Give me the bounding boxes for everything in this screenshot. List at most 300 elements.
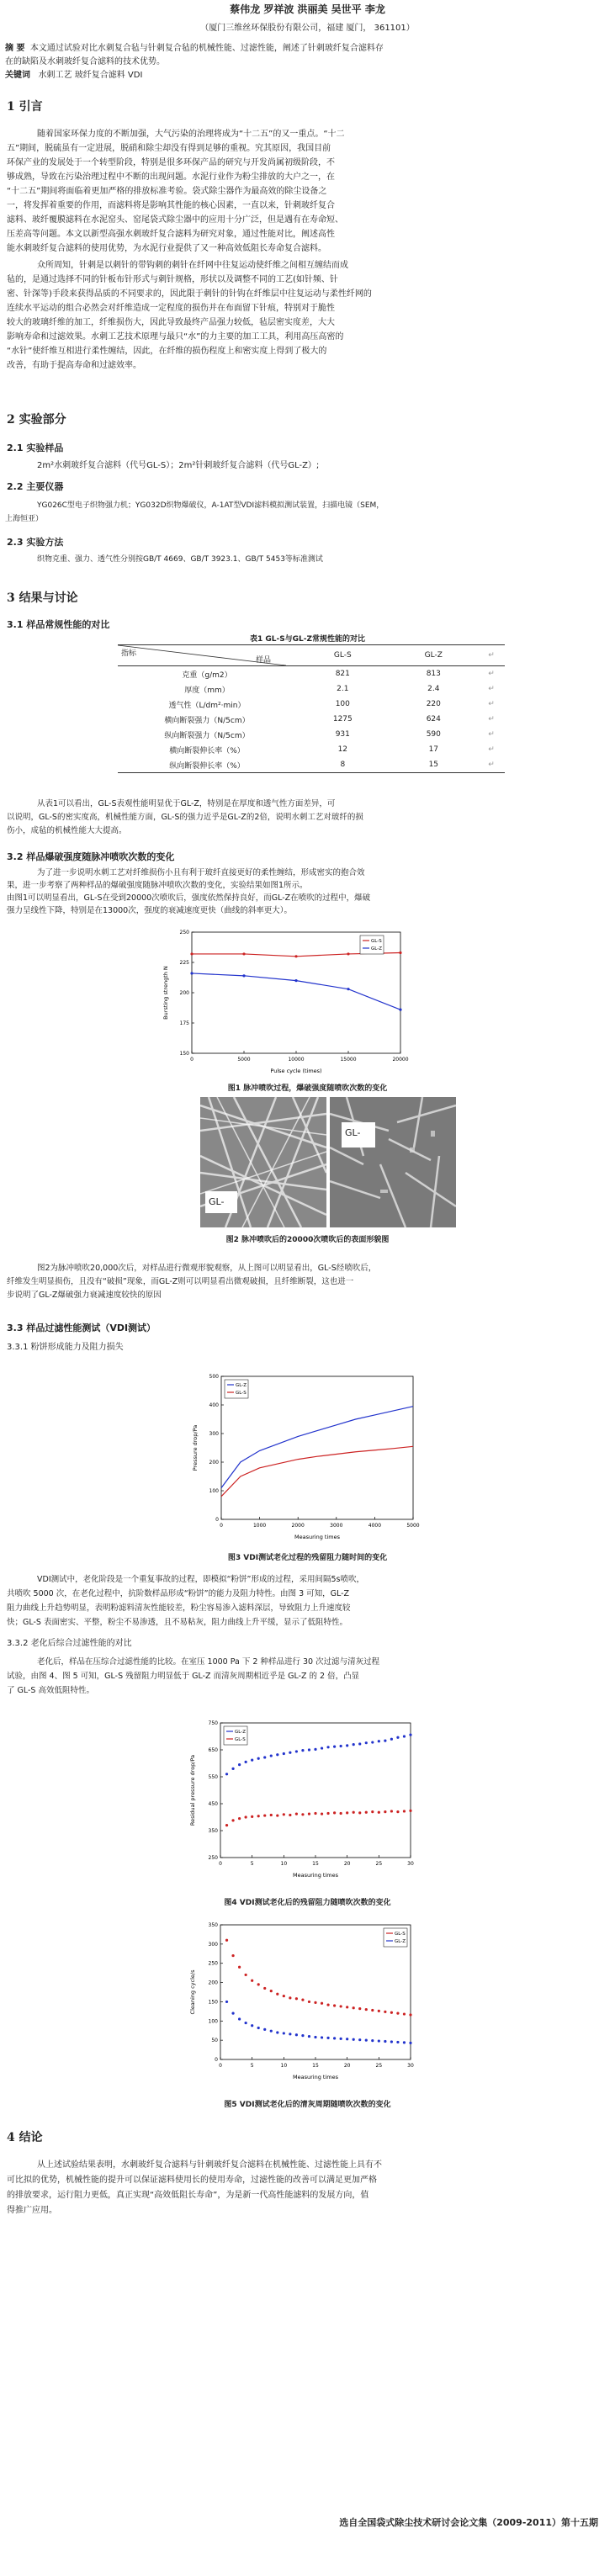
x-tick-label: 5: [250, 1861, 254, 1867]
table-row: [118, 712, 505, 727]
legend-label: GL-S: [371, 939, 382, 944]
sec1p2-line: 较大的玻璃纤维的加工，纤维损伤大，因此导致最终产品强力较低，毡层密实度差，大大: [7, 318, 335, 327]
data-point-gl-s: [245, 1815, 247, 1818]
data-point-gl-s: [314, 2001, 316, 2004]
y-tick-label: 150: [179, 1051, 189, 1057]
section-2-2-line-2: 上海恒亚）: [5, 515, 44, 523]
y-tick-label: 350: [208, 1922, 218, 1928]
section-2-title: 2 实验部分: [7, 413, 66, 427]
x-tick-label: 10000: [288, 1057, 305, 1063]
sec4text-line: 的排放要求，运行阻力更低，真正实现“高效低阻长寿命”，为是新一代高性能滤料的发展方向，值: [7, 2191, 369, 2200]
section-3-3-2-title: 3.3.2 老化后综合过滤性能的对比: [7, 1639, 132, 1648]
data-point-gl-z: [190, 972, 193, 974]
table-cell-index: 克重（g/m2）: [182, 671, 232, 680]
y-tick-label: 300: [208, 1941, 218, 1948]
sec1p1-line: 压差高等问题。本文以新型高强水刺玻纤复合滤料为研究对象，通过性能对比，阐述高性: [7, 230, 335, 239]
header-col-gls: GL-S: [296, 645, 390, 666]
y-tick-label: 0: [215, 1517, 219, 1523]
s331text-line: 阻力曲线上升趋势明显，表明粉滤料清灰性能较差，粉尘容易渗入滤料深层，导致阻力上升速度较: [7, 1603, 351, 1613]
y-tick-label: 175: [179, 1020, 189, 1026]
data-point-gl-s: [409, 1810, 411, 1812]
x-tick-label: 0: [190, 1057, 194, 1063]
figure-5-caption: 图5 VDI测试老化后的清灰周期随喷吹次数的变化: [224, 2101, 391, 2109]
data-point-gl-s: [321, 2002, 323, 2005]
legend-label: GL-S: [395, 1932, 406, 1937]
data-point-gl-s: [301, 1999, 304, 2001]
data-point-gl-z: [378, 2039, 380, 2042]
data-point-gl-z: [251, 1759, 253, 1762]
row-mark: ↵: [478, 757, 505, 773]
sec1p1-line: 环保产业的发展处于一个转型阶段，特别是很多环保产品的研究与开发尚属初级阶段，不: [7, 158, 335, 167]
y-tick-label: 100: [208, 2018, 218, 2025]
data-point-gl-z: [365, 1741, 368, 1744]
header-sample-label: 样品: [255, 656, 271, 665]
data-point-gl-s: [238, 1817, 241, 1820]
table-row: [118, 681, 505, 697]
figure-4-chart: [187, 1711, 422, 1879]
data-point-gl-z: [270, 1754, 273, 1757]
table-cell-gls: 100: [335, 700, 350, 708]
x-axis-label: Pulse cycle (times): [270, 1068, 322, 1074]
figure-3-chart: [189, 1365, 425, 1541]
data-point-gl-z: [242, 974, 245, 977]
y-tick-label: 450: [208, 1801, 218, 1807]
data-point-gl-s: [378, 2010, 380, 2012]
table-row: [118, 666, 505, 682]
data-point-gl-s: [314, 1812, 316, 1815]
data-point-gl-z: [409, 1733, 411, 1736]
data-point-gl-z: [390, 1738, 393, 1741]
x-axis-label: Measuring times: [294, 1534, 340, 1540]
s332text-line: 老化后，样品在压综合过滤性能的比较。在室压 1000 Pa 下 2 种样品进行 30 次过滤与清灰过程: [37, 1657, 380, 1667]
data-point-gl-s: [251, 1815, 253, 1818]
data-point-gl-s: [276, 1993, 278, 1996]
data-point-gl-s: [295, 1997, 298, 2000]
plot-area: [220, 1723, 411, 1858]
data-point-gl-s: [378, 1811, 380, 1814]
data-point-gl-z: [347, 988, 349, 990]
data-point-gl-s: [321, 1813, 323, 1815]
data-point-gl-s: [295, 1813, 298, 1815]
data-point-gl-z: [390, 2040, 393, 2043]
s32text-line: 果，进一步考察了两种样品的爆破强度随脉冲喷吹次数的变化，实验结果如图1所示。: [7, 881, 308, 890]
data-point-gl-s: [326, 2003, 329, 2006]
data-point-gl-z: [321, 1746, 323, 1749]
data-point-gl-s: [190, 952, 193, 955]
data-point-gl-z: [308, 1748, 310, 1751]
data-point-gl-z: [263, 2028, 266, 2031]
data-point-gl-z: [403, 1735, 406, 1737]
table-cell-gls: 1275: [332, 715, 353, 724]
table-cell-gls: 2.1: [337, 685, 349, 693]
table-cell-gls: 12: [337, 745, 348, 754]
data-point-gl-z: [231, 2012, 234, 2015]
data-point-gl-z: [353, 2038, 355, 2041]
figure-2-caption: 图2 脉冲喷吹后的20000次喷吹后的表面形貌图: [225, 1236, 390, 1244]
sem-fibers-gls-image: [200, 1097, 326, 1227]
table-cell-glz: 2.4: [427, 685, 440, 693]
data-point-gl-s: [346, 2006, 348, 2008]
sec1p2-line: 众所周知，针刺是以刺针的带钩刺的刺针在纤网中往复运动使纤维之间相互缠结而成: [37, 261, 348, 270]
row-mark: ↵: [488, 715, 495, 724]
row-mark: ↵: [488, 745, 495, 754]
data-point-gl-z: [346, 2038, 348, 2040]
table-cell-glz: 15: [390, 757, 478, 773]
data-point-gl-z: [308, 2035, 310, 2038]
x-tick-label: 20: [343, 2063, 351, 2069]
table-cell-index: 厚度（mm）: [184, 686, 230, 695]
y-axis-label: Cleaning cycle/s: [189, 1969, 196, 2015]
x-tick-label: 0: [219, 1861, 222, 1867]
data-point-gl-s: [384, 2011, 386, 2013]
data-point-gl-s: [403, 1810, 406, 1812]
s32text2-line: 步说明了GL-Z爆破强力衰减速度较快的原因: [7, 1291, 162, 1300]
data-point-gl-s: [333, 2004, 336, 2006]
sem-label-glz: GL-: [345, 1127, 361, 1138]
sec1p1-line: 滤料、玻纤覆膜滤料在水泥窑头、窑尾袋式除尘器中的应用十分广泛，但是遇有在寿命短、: [7, 215, 343, 225]
data-point-gl-s: [358, 1811, 361, 1814]
table-row: [118, 757, 505, 773]
data-point-gl-z: [358, 2038, 361, 2041]
row-mark: ↵: [488, 685, 495, 693]
data-point-gl-s: [333, 1811, 336, 1814]
header-index-label: 指标: [121, 649, 137, 658]
data-point-gl-z: [399, 1009, 401, 1011]
data-point-gl-s: [353, 2006, 355, 2009]
sec1p1-line: 够成熟，导致在污染治理过程中不断的出现问题。水泥行业作为粉尘排放的大户之一，在: [7, 172, 335, 182]
data-point-gl-z: [270, 2030, 273, 2033]
data-point-gl-z: [314, 2036, 316, 2038]
table-cell-glz: 624: [426, 715, 441, 724]
data-point-gl-z: [365, 2039, 368, 2042]
data-point-gl-z: [263, 1756, 266, 1758]
y-tick-label: 500: [209, 1374, 219, 1380]
sec1p1-line: “十二五”期间将面临着更加严格的排放标准考验。袋式除尘器作为最高效的除尘设备之: [7, 187, 327, 196]
data-point-gl-s: [270, 1990, 273, 1992]
s31text-line: 以说明，GL-S的密实度高，机械性能方面，GL-S的强力近乎是GL-Z的2倍，说明水刺工艺对玻纤的损: [7, 813, 363, 822]
data-point-gl-s: [225, 1824, 228, 1826]
data-point-gl-s: [301, 1813, 304, 1815]
sec1p1-line: 能水刺玻纤复合滤料的使用优势，为水泥行业提供了又一种高效低阻长寿命复合滤料。: [7, 244, 326, 253]
data-point-gl-s: [347, 952, 349, 955]
data-point-gl-z: [384, 1740, 386, 1742]
section-2-2-title: 2.2 主要仪器: [7, 481, 64, 492]
x-tick-label: 0: [219, 2063, 222, 2069]
figure-5-chart: [187, 1913, 422, 2081]
data-point-gl-s: [245, 1974, 247, 1976]
table-1: [118, 644, 505, 773]
footer-source: 选自全国袋式除尘技术研讨会论文集（2009-2011）第十五期: [339, 2517, 598, 2528]
x-tick-label: 20: [343, 1861, 351, 1867]
data-point-gl-s: [276, 1814, 278, 1816]
data-point-gl-z: [314, 1748, 316, 1751]
data-point-gl-s: [371, 1810, 374, 1813]
data-point-gl-s: [263, 1987, 266, 1990]
data-point-gl-s: [371, 2009, 374, 2012]
s32text-line: 由图1可以明显看出，GL-S在受到20000次喷吹后，强度依然保持良好，而GL-Z在喷吹的过程中，爆破: [7, 893, 371, 903]
figure-1-chart: [160, 924, 412, 1075]
data-point-gl-s: [353, 1811, 355, 1814]
data-point-gl-z: [346, 1744, 348, 1746]
data-point-gl-z: [231, 1768, 234, 1770]
s31text-line: 从表1可以看出，GL-S表观性能明显优于GL-Z，特别是在厚度和透气性方面差异，可: [37, 799, 336, 808]
s32text-line: 强力呈线性下降，特别是在13000次，强度的衰减速度更快（曲线的斜率更大）。: [7, 906, 292, 915]
section-3-3-1-title: 3.3.1 粉饼形成能力及阻力损失: [7, 1343, 124, 1352]
x-tick-label: 5000: [237, 1057, 251, 1063]
data-point-gl-z: [301, 1749, 304, 1752]
data-point-gl-s: [365, 2008, 368, 2011]
y-tick-label: 750: [208, 1720, 218, 1726]
data-point-gl-z: [283, 1752, 285, 1755]
data-point-gl-z: [295, 2033, 298, 2036]
data-point-gl-z: [396, 1736, 399, 1739]
x-tick-label: 15: [312, 2063, 319, 2069]
figure-4: [187, 1711, 422, 1879]
s331text-line: 共喷吹 5000 次，在老化过程中，抗阶数样品形成“粉饼”的能力及阻力特性。由图 3 可知，GL-Z: [7, 1589, 350, 1598]
row-mark: ↵: [488, 700, 495, 708]
x-tick-label: 3000: [330, 1523, 343, 1529]
data-point-gl-z: [225, 1773, 228, 1775]
sec1p2-line: 影响寿命和过滤效果。水刺工艺技术原理与最只“水”的力主要的加工工具，利用高压高密的: [7, 332, 344, 342]
data-point-gl-s: [340, 1812, 342, 1815]
table-cell-index: 横向断裂强力（N/5cm）: [164, 716, 250, 725]
figure-3: [189, 1365, 425, 1541]
section-2-3-text: 织物克重、强力、透气性分别按GB/T 4669、GB/T 3923.1、GB/T 5453等标准测试: [37, 555, 323, 564]
data-point-gl-s: [384, 1810, 386, 1813]
data-point-gl-s: [346, 1811, 348, 1814]
s331text-line: VDI测试中，老化阶段是一个重复事故的过程，即模拟“粉饼”形成的过程，采用间隔5s喷吹，: [37, 1575, 364, 1584]
x-tick-label: 2000: [291, 1523, 305, 1529]
x-tick-label: 20000: [392, 1057, 409, 1063]
data-point-gl-z: [276, 2031, 278, 2033]
y-tick-label: 350: [208, 1828, 218, 1834]
data-point-gl-z: [225, 2001, 228, 2003]
y-tick-label: 225: [179, 960, 189, 966]
affiliation: （厦门三维丝环保股份有限公司，福建 厦门， 361101）: [200, 24, 415, 33]
data-point-gl-z: [333, 2037, 336, 2039]
figure-1: [160, 924, 412, 1075]
table-1-body: [118, 666, 505, 773]
y-tick-label: 650: [208, 1747, 218, 1753]
plot-area: [221, 1376, 413, 1519]
section-2-2-line-1: YG026C型电子织物强力机；YG032D织物爆破仪，A-1AT型VDI滤料模拟测试装置，扫描电镜（SEM，: [37, 501, 384, 510]
data-point-gl-s: [365, 1811, 368, 1814]
data-point-gl-z: [371, 1741, 374, 1743]
keywords-label: 关键词: [5, 71, 30, 80]
figure-5: [187, 1913, 422, 2081]
y-tick-label: 100: [209, 1488, 219, 1494]
table-header-row: [118, 645, 505, 666]
data-point-gl-s: [326, 1812, 329, 1815]
x-tick-label: 25: [375, 2063, 383, 2069]
data-point-gl-z: [301, 2034, 304, 2037]
table-cell-gls: 8: [296, 757, 390, 773]
data-point-gl-z: [321, 2036, 323, 2038]
s332text-line: 试验，由图 4、图 5 可知，GL-S 残留阻力明显低于 GL-Z 而清灰周期相近乎是 GL-Z 的 2 倍，凸显: [7, 1672, 360, 1681]
keywords: 关键词 水刺工艺 玻纤复合滤料 VDI: [5, 71, 143, 80]
data-point-gl-s: [242, 952, 245, 955]
plot-area: [220, 1925, 411, 2059]
data-point-gl-z: [294, 979, 297, 982]
data-point-gl-z: [238, 2017, 241, 2020]
row-mark: ↵: [478, 645, 505, 666]
abstract-line-2: 在的缺陷及水刺玻纤复合滤料的技术优势。: [5, 57, 165, 66]
x-tick-label: 30: [407, 2063, 414, 2069]
table-cell-gls: 821: [335, 670, 350, 678]
data-point-gl-z: [384, 2040, 386, 2043]
data-point-gl-s: [231, 1819, 234, 1821]
data-point-gl-z: [289, 2033, 291, 2035]
data-point-gl-s: [399, 951, 401, 954]
data-point-gl-z: [409, 2042, 411, 2044]
legend-label: GL-Z: [371, 946, 382, 951]
data-point-gl-s: [390, 2012, 393, 2014]
y-axis-label: Pressure drop/Pa: [192, 1424, 199, 1471]
y-tick-label: 250: [208, 1855, 218, 1861]
sec4text-line: 得推广应用。: [7, 2206, 57, 2215]
section-2-1-title: 2.1 实验样品: [7, 443, 64, 453]
abstract-line-1: 摘 要 本文通过试验对比水刺复合毡与针刺复合毡的机械性能、过滤性能，阐述了针刺玻纤复合滤料存: [5, 44, 384, 53]
data-point-gl-z: [358, 1742, 361, 1745]
data-point-gl-s: [308, 2001, 310, 2003]
section-2-1-text: 2m²水刺玻纤复合滤料（代号GL-S）；2m²针刺玻纤复合滤料（代号GL-Z）;: [37, 461, 320, 470]
sec1p1-line: 随着国家环保力度的不断加强，大气污染的治理将成为“十二五”的又一重点。“十二: [37, 130, 345, 139]
section-3-3-title: 3.3 样品过滤性能测试（VDI测试）: [7, 1322, 156, 1333]
sem-fibers-glz-image: [330, 1097, 456, 1227]
data-point-gl-s: [283, 1813, 285, 1815]
table-cell-index: 横向断裂伸长率（%）: [169, 746, 245, 755]
data-point-gl-z: [353, 1743, 355, 1746]
figure-4-caption: 图4 VDI测试老化后的残留阻力随喷吹次数的变化: [224, 1899, 391, 1907]
y-axis-label: Bursting strength N: [162, 966, 169, 1020]
section-3-2-title: 3.2 样品爆破强度随脉冲喷吹次数的变化: [7, 851, 175, 862]
x-tick-label: 30: [407, 1861, 414, 1867]
table-row: [118, 742, 505, 757]
x-tick-label: 15000: [340, 1057, 357, 1063]
legend-label: GL-S: [236, 1391, 247, 1396]
abstract-label: 摘 要: [5, 44, 25, 53]
x-tick-label: 5: [250, 2063, 254, 2069]
data-point-gl-z: [257, 1757, 260, 1760]
data-point-gl-z: [283, 2032, 285, 2034]
sem-photo-gls: [200, 1097, 326, 1227]
data-point-gl-s: [294, 955, 297, 957]
data-point-gl-s: [263, 1814, 266, 1816]
data-point-gl-s: [257, 1983, 260, 1985]
legend-label: GL-Z: [235, 1730, 246, 1735]
section-3-title: 3 结果与讨论: [7, 591, 78, 605]
y-tick-label: 250: [179, 930, 189, 936]
s32text2-line: 纤维发生明显损伤，且没有“破损”现象，而GL-Z则可以明显看出微观破损，且纤维断裂，这也进一: [7, 1277, 354, 1286]
data-point-gl-s: [270, 1814, 273, 1816]
sec1p2-line: 密、针深等)手段来获得品质的不同要求的，因此限于刺针的针钩在纤维层中往复运动与柔性纤网的: [7, 289, 372, 299]
sec1p1-line: 五”期间，脱硫虽有一定进展，脱硝和除尘却没有得到足够的重视。究其原因，我国目前: [7, 144, 331, 153]
s332text-line: 了 GL-S 高效低阻特性。: [7, 1686, 94, 1695]
row-mark: ↵: [488, 670, 495, 678]
table-cell-glz: 220: [426, 700, 441, 708]
table-cell-glz: 590: [426, 730, 441, 739]
y-axis-label: Residual pressure drop/Pa: [189, 1754, 196, 1826]
x-tick-label: 25: [375, 1861, 383, 1867]
sec1p1-line: 一，将发挥着重要的作用，而滤料将是影响其性能的核心因素，一直以来，针刺玻纤复合: [7, 201, 335, 210]
s31text-line: 伤小，成毡的机械性能大大提高。: [7, 826, 127, 835]
table-cell-glz: 813: [426, 670, 441, 678]
table-cell-glz: 17: [428, 745, 439, 754]
x-tick-label: 10: [280, 1861, 288, 1867]
sec1p2-line: 毡的，是通过选择不同的针板布针形式与刺针规格，形状以及调整不同的工艺(如针频、针: [7, 275, 338, 284]
data-point-gl-s: [358, 2007, 361, 2010]
data-point-gl-s: [340, 2005, 342, 2007]
data-point-gl-s: [225, 1939, 228, 1942]
y-tick-label: 50: [211, 2038, 218, 2044]
x-tick-label: 4000: [368, 1523, 382, 1529]
data-point-gl-s: [403, 2012, 406, 2015]
data-point-gl-z: [257, 2027, 260, 2029]
x-tick-label: 1000: [252, 1523, 267, 1529]
y-tick-label: 550: [208, 1774, 218, 1780]
data-point-gl-z: [403, 2041, 406, 2043]
data-point-gl-s: [251, 1980, 253, 1982]
header-diagonal-line: [118, 645, 286, 665]
y-tick-label: 150: [208, 1999, 218, 2006]
data-point-gl-z: [289, 1752, 291, 1754]
legend-label: GL-Z: [395, 1939, 406, 1944]
section-4-title: 4 结论: [7, 2131, 43, 2144]
sec1p2-line: 改善，有助于提高寿命和过滤效率。: [7, 361, 141, 370]
x-tick-label: 10: [280, 2063, 288, 2069]
section-2-3-title: 2.3 实验方法: [7, 537, 64, 548]
y-tick-label: 200: [179, 990, 189, 996]
table-row: [118, 727, 505, 742]
x-tick-label: 0: [220, 1523, 223, 1529]
data-point-gl-s: [390, 1810, 393, 1812]
data-point-gl-z: [371, 2039, 374, 2042]
x-tick-label: 15: [312, 1861, 319, 1867]
data-point-gl-s: [396, 1810, 399, 1813]
data-point-gl-z: [340, 2038, 342, 2040]
s32text-line: 为了进一步说明水刺工艺对纤维损伤小且有利于玻纤直接更好的柔性缠结，形成密实的抱合效: [37, 868, 365, 877]
section-3-1-title: 3.1 样品常规性能的对比: [7, 619, 110, 630]
table-cell-index: 透气性（L/dm²·min）: [168, 701, 246, 710]
data-point-gl-s: [396, 2012, 399, 2015]
data-point-gl-z: [396, 2041, 399, 2043]
section-1-title: 1 引言: [7, 100, 43, 114]
sec4text-line: 从上述试验结果表明，水刺玻纤复合滤料与针刺玻纤复合滤料在机械性能、过滤性能上具有不: [37, 2160, 382, 2170]
x-axis-label: Measuring times: [293, 1872, 338, 1879]
data-point-gl-s: [409, 2013, 411, 2016]
data-point-gl-z: [276, 1753, 278, 1756]
figure-1-caption: 图1 脉冲喷吹过程，爆破强度随喷吹次数的变化: [227, 1084, 388, 1093]
data-point-gl-z: [378, 1740, 380, 1742]
data-point-gl-s: [257, 1815, 260, 1817]
authors: 蔡伟龙 罗祥波 洪丽美 吴世平 李龙: [230, 3, 385, 15]
table-1-caption: 表1 GL-S与GL-Z常规性能的对比: [249, 635, 366, 644]
data-point-gl-z: [295, 1750, 298, 1752]
legend-label: GL-S: [235, 1737, 246, 1742]
figure-3-caption: 图3 VDI测试老化过程的残留阻力随时间的变化: [227, 1554, 388, 1562]
data-point-gl-s: [283, 1995, 285, 1997]
sec1p2-line: “水针”使纤维互相进行柔性缠结，因此，在纤维的损伤程度上和密实度上得到了极大的: [7, 347, 327, 356]
data-point-gl-z: [245, 2022, 247, 2024]
s32text2-line: 图2为脉冲喷吹20,000次后，对样品进行微观形貌观察，从上图可以明显看出，GL-S经喷吹后，: [37, 1264, 377, 1273]
table-row: [118, 697, 505, 712]
data-point-gl-z: [238, 1763, 241, 1766]
sem-label-gls: GL-: [209, 1196, 225, 1207]
s331text-line: 快；GL-S 表面密实、平整，粉尘不易渗透，且不易粘灰，阻力曲线上升平缓，显示了低阻特性。: [7, 1618, 347, 1627]
data-point-gl-z: [326, 2037, 329, 2039]
y-tick-label: 200: [208, 1980, 218, 1986]
table-header-corner: [118, 645, 296, 666]
